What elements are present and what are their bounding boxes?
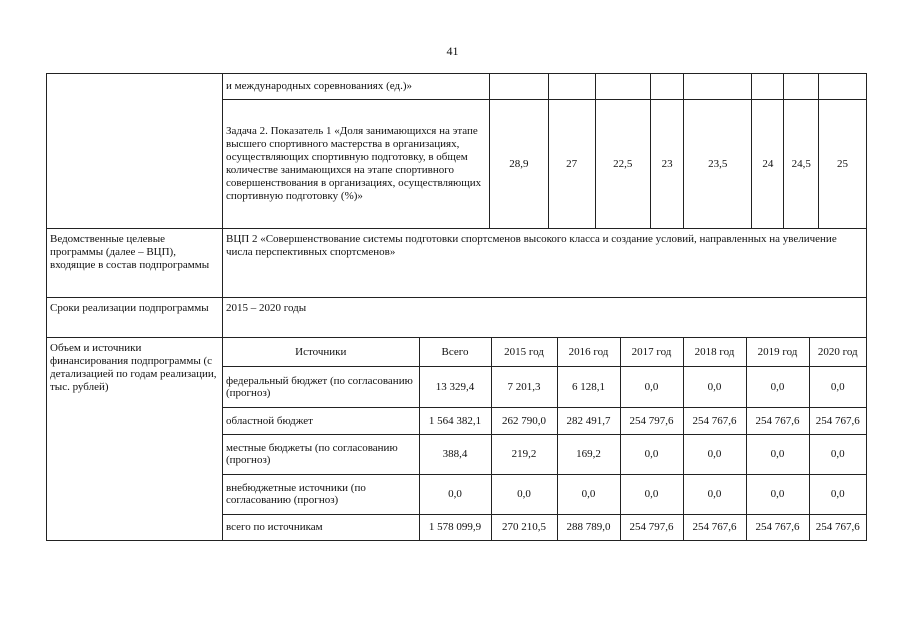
value-cell: 388,4 xyxy=(419,434,491,474)
task2-indicator-text: Задача 2. Показатель 1 «Доля занимающихся на этапе высшего спортивного мастерства в организациях, осуществляющих спортивную подготовку, в общем количестве занимающихся на этапе спортивного совершенствования в организациях, осуществляющих спортивную подготовку (%)» xyxy=(223,100,490,229)
header-cell: 2019 год xyxy=(746,338,809,366)
task2-value: 24,5 xyxy=(784,100,818,229)
terms-text: 2015 – 2020 годы xyxy=(223,298,867,338)
page-number: 41 xyxy=(446,44,459,58)
task2-value: 24 xyxy=(752,100,784,229)
header-cell: 2015 год xyxy=(491,338,557,366)
source-cell: областной бюджет xyxy=(223,407,419,434)
value-cell: 0,0 xyxy=(746,366,809,407)
financing-table xyxy=(223,338,866,540)
value-cell: 0,0 xyxy=(620,474,683,514)
header-cell: 2016 год xyxy=(557,338,620,366)
value-cell: 7 201,3 xyxy=(491,366,557,407)
task2-value: 27 xyxy=(548,100,595,229)
value-cell: 0,0 xyxy=(746,434,809,474)
value-cell: 0,0 xyxy=(620,434,683,474)
value-cell: 254 797,6 xyxy=(620,514,683,540)
value-cell: 0,0 xyxy=(809,474,866,514)
continuation-text: и международных соревнованиях (ед.)» xyxy=(223,74,490,100)
value-cell: 262 790,0 xyxy=(491,407,557,434)
value-cell: 0,0 xyxy=(746,474,809,514)
value-cell: 0,0 xyxy=(809,366,866,407)
vcp-label: Ведомственные целевые программы (далее – ВЦП), входящие в состав подпрограммы xyxy=(47,229,223,298)
source-cell: федеральный бюджет (по согласованию (прогноз) xyxy=(223,366,419,407)
task2-value: 25 xyxy=(818,100,866,229)
vcp-text: ВЦП 2 «Совершенствование системы подготовки спортсменов высокого класса и создание условий, направленных на увеличение числа перспективных спортсменов» xyxy=(223,229,867,298)
empty-label-cell xyxy=(47,74,223,229)
value-cell: 254 767,6 xyxy=(746,514,809,540)
financing-label: Объем и источники финансирования подпрограммы (с детализацией по годам реализации, тыс. рублей) xyxy=(47,338,223,541)
financing-row xyxy=(47,338,867,541)
value-cell: 254 767,6 xyxy=(809,407,866,434)
value-cell: 0,0 xyxy=(557,474,620,514)
terms-row xyxy=(47,298,867,338)
header-cell: 2017 год xyxy=(620,338,683,366)
value-cell: 254 767,6 xyxy=(683,514,746,540)
terms-label: Сроки реализации подпрограммы xyxy=(47,298,223,338)
value-cell: 254 767,6 xyxy=(746,407,809,434)
vcp-row xyxy=(47,229,867,298)
financing-row-extrabudgetary xyxy=(223,474,866,514)
financing-header-row xyxy=(223,338,866,366)
value-cell: 254 767,6 xyxy=(809,514,866,540)
financing-cell xyxy=(223,338,867,541)
value-cell: 0,0 xyxy=(683,434,746,474)
task2-value: 23 xyxy=(650,100,683,229)
header-cell: 2018 год xyxy=(683,338,746,366)
value-cell: 288 789,0 xyxy=(557,514,620,540)
value-cell: 0,0 xyxy=(683,474,746,514)
task2-value: 23,5 xyxy=(684,100,752,229)
value-cell: 254 767,6 xyxy=(683,407,746,434)
value-cell: 1 564 382,1 xyxy=(419,407,491,434)
passport-table xyxy=(46,73,867,541)
source-cell: внебюджетные источники (по согласованию (прогноз) xyxy=(223,474,419,514)
source-cell: местные бюджеты (по согласованию (прогноз) xyxy=(223,434,419,474)
value-cell: 1 578 099,9 xyxy=(419,514,491,540)
value-cell: 270 210,5 xyxy=(491,514,557,540)
value-cell: 0,0 xyxy=(419,474,491,514)
task2-value: 22,5 xyxy=(595,100,650,229)
value-cell: 219,2 xyxy=(491,434,557,474)
value-cell: 169,2 xyxy=(557,434,620,474)
value-cell: 0,0 xyxy=(809,434,866,474)
value-cell: 13 329,4 xyxy=(419,366,491,407)
financing-row-total xyxy=(223,514,866,540)
value-cell: 0,0 xyxy=(683,366,746,407)
value-cell: 6 128,1 xyxy=(557,366,620,407)
financing-row-federal xyxy=(223,366,866,407)
header-cell: Всего xyxy=(419,338,491,366)
financing-row-local xyxy=(223,434,866,474)
value-cell: 282 491,7 xyxy=(557,407,620,434)
task2-value: 28,9 xyxy=(490,100,548,229)
header-cell: Источники xyxy=(223,338,419,366)
header-cell: 2020 год xyxy=(809,338,866,366)
financing-row-regional xyxy=(223,407,866,434)
value-cell: 0,0 xyxy=(491,474,557,514)
source-cell: всего по источникам xyxy=(223,514,419,540)
value-cell: 254 797,6 xyxy=(620,407,683,434)
continuation-row xyxy=(47,74,867,100)
value-cell: 0,0 xyxy=(620,366,683,407)
